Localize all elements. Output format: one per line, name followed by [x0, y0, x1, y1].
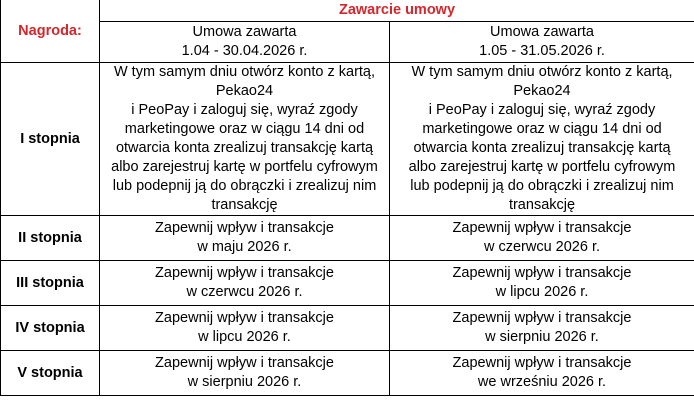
condition-line: marketingowe oraz w ciągu 14 dni od [422, 121, 662, 137]
condition-line: lub podepnij ją do obrączki i zrealizuj nim [410, 178, 674, 194]
condition-line: Zapewnij wpływ i transakcje [155, 355, 334, 371]
condition-line: Zapewnij wpływ i transakcje [452, 355, 632, 371]
period-dates: 1.04 - 30.04.2026 r. [181, 43, 308, 59]
condition-line: w lipcu 2026 r. [198, 329, 291, 345]
condition-cell [390, 216, 694, 261]
table-row [1, 261, 694, 306]
condition-line: lub podepnij ją do obrączki i zrealizuj nim [112, 178, 377, 194]
condition-line: i PeoPay i zaloguj się, wyraź zgody [131, 102, 358, 118]
condition-line: marketingowe oraz w ciągu 14 dni od [124, 121, 365, 137]
condition-cell [100, 306, 390, 351]
condition-line: Zapewnij wpływ i transakcje [452, 220, 632, 236]
period-line: Umowa zawarta [490, 24, 594, 40]
condition-line: transakcję [211, 197, 278, 213]
period-header-april [100, 22, 390, 63]
condition-cell [100, 216, 390, 261]
condition-line: Pekao24 [513, 83, 571, 99]
condition-line: W tym samym dniu otwórz konto z kartą, [411, 64, 673, 80]
condition-line: w czerwcu 2026 r. [483, 239, 601, 255]
table-row [1, 306, 694, 351]
condition-cell [390, 261, 694, 306]
header-row-periods [1, 22, 694, 63]
condition-line: albo zarejestruj kartę w portfelu cyfrowym [111, 159, 378, 175]
header-row-title [1, 0, 694, 22]
condition-line: otwarcia konta zrealizuj transakcję kartą [115, 140, 374, 156]
condition-line: Zapewnij wpływ i transakcje [452, 265, 632, 281]
condition-cell [100, 351, 390, 396]
corner-label: Nagroda: [1, 0, 100, 63]
table-row [1, 351, 694, 396]
row-label: II stopnia [1, 216, 100, 261]
row-label: III stopnia [1, 261, 100, 306]
table-row [1, 63, 694, 216]
condition-cell [100, 63, 390, 216]
condition-cell [390, 351, 694, 396]
period-line: Umowa zawarta [192, 24, 297, 40]
condition-line: w maju 2026 r. [197, 239, 292, 255]
condition-line: we wrześniu 2026 r. [477, 374, 607, 390]
condition-cell [390, 63, 694, 216]
condition-line: Zapewnij wpływ i transakcje [155, 265, 334, 281]
condition-line: w lipcu 2026 r. [495, 284, 589, 300]
condition-line: albo zarejestruj kartę w portfelu cyfrowym [408, 159, 676, 175]
section-title: Zawarcie umowy [100, 0, 694, 22]
condition-line: transakcję [508, 197, 576, 213]
row-label: I stopnia [1, 63, 100, 216]
condition-line: Zapewnij wpływ i transakcje [155, 220, 334, 236]
condition-line: Pekao24 [215, 83, 274, 99]
period-header-may [390, 22, 694, 63]
condition-line: Zapewnij wpływ i transakcje [155, 310, 334, 326]
table-row [1, 216, 694, 261]
condition-line: otwarcia konta zrealizuj transakcję kartą [413, 140, 671, 156]
period-dates: 1.05 - 31.05.2026 r. [479, 43, 605, 59]
condition-line: Zapewnij wpływ i transakcje [452, 310, 632, 326]
row-label: IV stopnia [1, 306, 100, 351]
condition-line: w sierpniu 2026 r. [485, 329, 599, 345]
condition-line: i PeoPay i zaloguj się, wyraź zgody [428, 102, 656, 118]
row-label: V stopnia [1, 351, 100, 396]
condition-line: w sierpniu 2026 r. [187, 374, 302, 390]
condition-cell [390, 306, 694, 351]
condition-line: w czerwcu 2026 r. [186, 284, 303, 300]
condition-cell [100, 261, 390, 306]
condition-line: W tym samym dniu otwórz konto z kartą, [113, 64, 376, 80]
